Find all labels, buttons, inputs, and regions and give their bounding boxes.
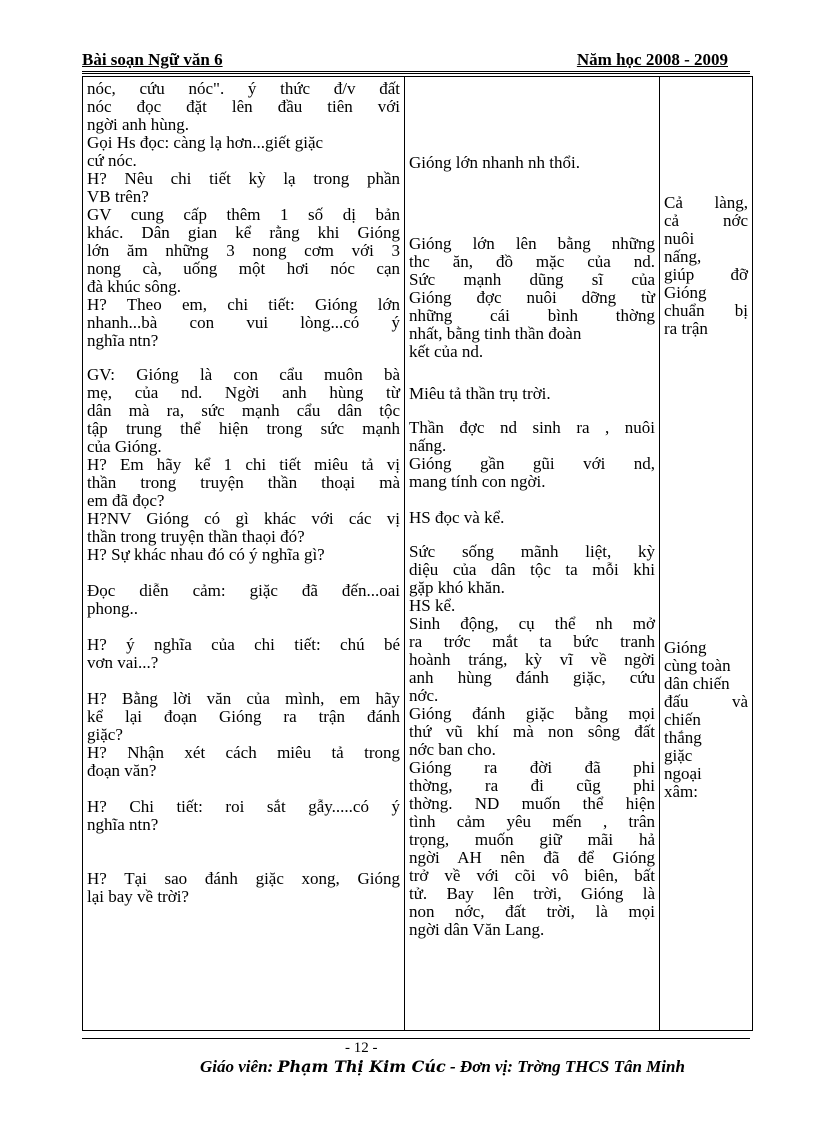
text-line: dân chiến xyxy=(664,674,730,693)
text-line: ra trận xyxy=(664,319,708,338)
column-cell xyxy=(83,77,404,1030)
text-line: mẹ, của nd. Ngời anh hùng từ xyxy=(87,383,400,402)
text-line: ngời AH nên đã để Gióng xyxy=(409,848,655,867)
text-line: ra trớc mắt ta bức tranh xyxy=(409,632,655,651)
text-line: non nớc, đất trời, là mọi xyxy=(409,902,655,921)
text-line: thắng xyxy=(664,728,702,747)
document-title: Bài soạn Ngữ văn 6 xyxy=(82,50,223,69)
text-line: nhất, bằng tinh thần đoàn xyxy=(409,324,582,343)
unit-label: Đơn vị: xyxy=(459,1057,513,1076)
text-line: nhanh...bà con vui lòng...có ý xyxy=(87,313,400,332)
text-line: Gọi Hs đọc: càng lạ hơn...giết giặc xyxy=(87,133,324,152)
text-line: tập trung thể hiện trong sức mạnh xyxy=(87,419,400,438)
text-line: thờng, ra đi cũg phi xyxy=(409,776,655,795)
text-line: H? Chi tiết: roi sắt gẫy.....có ý xyxy=(87,797,400,816)
text-line: tình cảm yêu mến , trân xyxy=(409,812,655,831)
text-line: những cái bình thờng xyxy=(409,306,655,325)
footer-separator: - xyxy=(445,1057,460,1076)
text-line: trọng, muốn giữ mãi hả xyxy=(409,830,655,849)
table-row xyxy=(83,77,753,1031)
text-line: Gióng xyxy=(664,283,707,302)
text-line: Gióng đánh giặc bằng mọi xyxy=(409,704,655,723)
header-rule xyxy=(82,71,750,74)
page-number: - 12 - xyxy=(345,1040,378,1056)
text-line: Cả làng, xyxy=(664,193,748,212)
page-header xyxy=(82,50,750,70)
teacher-activity-column xyxy=(83,77,405,1031)
text-line: nghĩa ntn? xyxy=(87,331,159,350)
text-line: gặp khó khăn. xyxy=(409,578,505,597)
text-line: mang tính con ngời. xyxy=(409,472,546,491)
text-line: Gióng lớn nhanh nh thổi. xyxy=(409,153,580,172)
text-line: HS kể. xyxy=(409,596,456,615)
text-line: kết của nd. xyxy=(409,342,484,361)
text-line: lớn ăm những 3 nong cơm với 3 xyxy=(87,241,400,260)
text-line: dân mà ra, sức mạnh cẩu dân tộc xyxy=(87,401,400,420)
text-line: trở về với cõi vô biên, bất xyxy=(409,866,655,885)
text-line: nấng. xyxy=(409,436,447,455)
column-cell xyxy=(405,77,659,1030)
text-line: Sức sống mãnh liệt, kỳ xyxy=(409,542,655,561)
text-line: kể lại đoạn Gióng ra trận đánh xyxy=(87,707,400,726)
text-line: nấng, xyxy=(664,247,702,266)
text-line: H? Sự khác nhau đó có ý nghĩa gì? xyxy=(87,545,325,564)
text-line: nong cà, uống một hơi nóc cạn xyxy=(87,259,400,278)
text-line: VB trên? xyxy=(87,187,149,206)
text-line: ngời anh hùng. xyxy=(87,115,190,134)
text-line: giặc? xyxy=(87,725,123,744)
text-line: Gióng lớn lên bằng những xyxy=(409,234,655,253)
teacher-label: Giáo viên: xyxy=(200,1057,274,1076)
text-line: nóc đọc đặt lên đầu tiên với xyxy=(87,97,400,116)
text-line: Miêu tả thần trụ trời. xyxy=(409,384,551,403)
text-line: phong.. xyxy=(87,599,138,618)
text-line: đoạn văn? xyxy=(87,761,157,780)
text-line: hoành tráng, kỳ vĩ về ngời xyxy=(409,650,655,669)
text-line: cứ nóc. xyxy=(87,151,137,170)
text-line: H?NV Gióng có gì khác với các vị xyxy=(87,509,400,528)
text-line: giặc xyxy=(664,746,693,765)
footer-rule xyxy=(82,1038,750,1039)
text-line: giúp đỡ xyxy=(664,265,748,284)
text-line: GV: Gióng là con cẩu muôn bà xyxy=(87,365,400,384)
text-line: HS đọc và kể. xyxy=(409,508,505,527)
text-line: của Gióng. xyxy=(87,437,162,456)
text-line: chiến xyxy=(664,710,701,729)
text-line: H? Nêu chi tiết kỳ lạ trong phần xyxy=(87,169,400,188)
teacher-name: Phạm Thị Kim Cúc xyxy=(277,1057,446,1076)
text-line: Thần đợc nd sinh ra , nuôi xyxy=(409,418,655,437)
text-line: H? Em hãy kể 1 chi tiết miêu tả vị xyxy=(87,455,400,474)
text-line: thc ăn, đồ mặc của nd. xyxy=(409,252,655,271)
text-line: Gióng ra đời đã phi xyxy=(409,758,655,777)
text-line: thờng. ND muốn thể hiện xyxy=(409,794,655,813)
text-line: H? ý nghĩa của chi tiết: chú bé xyxy=(87,635,400,654)
text-line: H? Tại sao đánh giặc xong, Gióng xyxy=(87,869,400,888)
text-line: GV cung cấp thêm 1 số dị bản xyxy=(87,205,400,224)
page-footer xyxy=(200,1057,685,1077)
text-line: vơn vai...? xyxy=(87,653,159,672)
text-line: nớc. xyxy=(409,686,439,705)
text-line: H? Bằng lời văn của mình, em hãy xyxy=(87,689,400,708)
text-line: nghĩa ntn? xyxy=(87,815,159,834)
text-line: Gióng xyxy=(664,638,707,657)
text-line: thứ vũ khí mà non sông đất xyxy=(409,722,655,741)
text-line: đấu và xyxy=(664,692,748,711)
text-line: đà khúc sông. xyxy=(87,277,181,296)
text-line: ngời dân Văn Lang. xyxy=(409,920,545,939)
lesson-table xyxy=(82,76,753,1031)
text-line: H? Theo em, chi tiết: Gióng lớn xyxy=(87,295,400,314)
text-line: thần trong truyện thần thoại mà xyxy=(87,473,400,492)
school-year: Năm học 2008 - 2009 xyxy=(576,50,728,69)
text-line: anh hùng đánh giặc, cứu xyxy=(409,668,655,687)
text-line: tử. Bay lên trời, Gióng là xyxy=(409,884,655,903)
text-line: Gióng gần gũi với nd, xyxy=(409,454,655,473)
text-line: diệu của dân tộc ta mỗi khi xyxy=(409,560,655,579)
column-cell xyxy=(660,77,752,1030)
text-line: Sinh động, cụ thể nh mở xyxy=(409,614,655,633)
text-line: chuẩn bị xyxy=(664,301,748,320)
student-activity-column xyxy=(405,77,660,1031)
content-column xyxy=(660,77,753,1031)
text-line: khác. Dân gian kể rằng khi Gióng xyxy=(87,223,400,242)
unit-value: Trờng THCS Tân Minh xyxy=(512,1057,685,1076)
text-line: nuôi xyxy=(664,229,695,248)
text-line: lại bay về trời? xyxy=(87,887,189,906)
text-line: Đọc diễn cảm: giặc đã đến...oai xyxy=(87,581,400,600)
text-line: nóc, cứu nóc". ý thức đ/v đất xyxy=(87,79,400,98)
text-line: Sức mạnh dũng sĩ của xyxy=(409,270,655,289)
text-line: cả nớc xyxy=(664,211,748,230)
text-line: thần trong truyện thần thaọi đó? xyxy=(87,527,305,546)
text-line: nớc ban cho. xyxy=(409,740,496,759)
text-line: H? Nhận xét cách miêu tả trong xyxy=(87,743,400,762)
text-line: ngoại xyxy=(664,764,702,783)
text-line: cùng toàn xyxy=(664,656,731,675)
text-line: em đã đọc? xyxy=(87,491,165,510)
text-line: Gióng đợc nuôi dỡng từ xyxy=(409,288,655,307)
text-line: xâm: xyxy=(664,782,698,801)
